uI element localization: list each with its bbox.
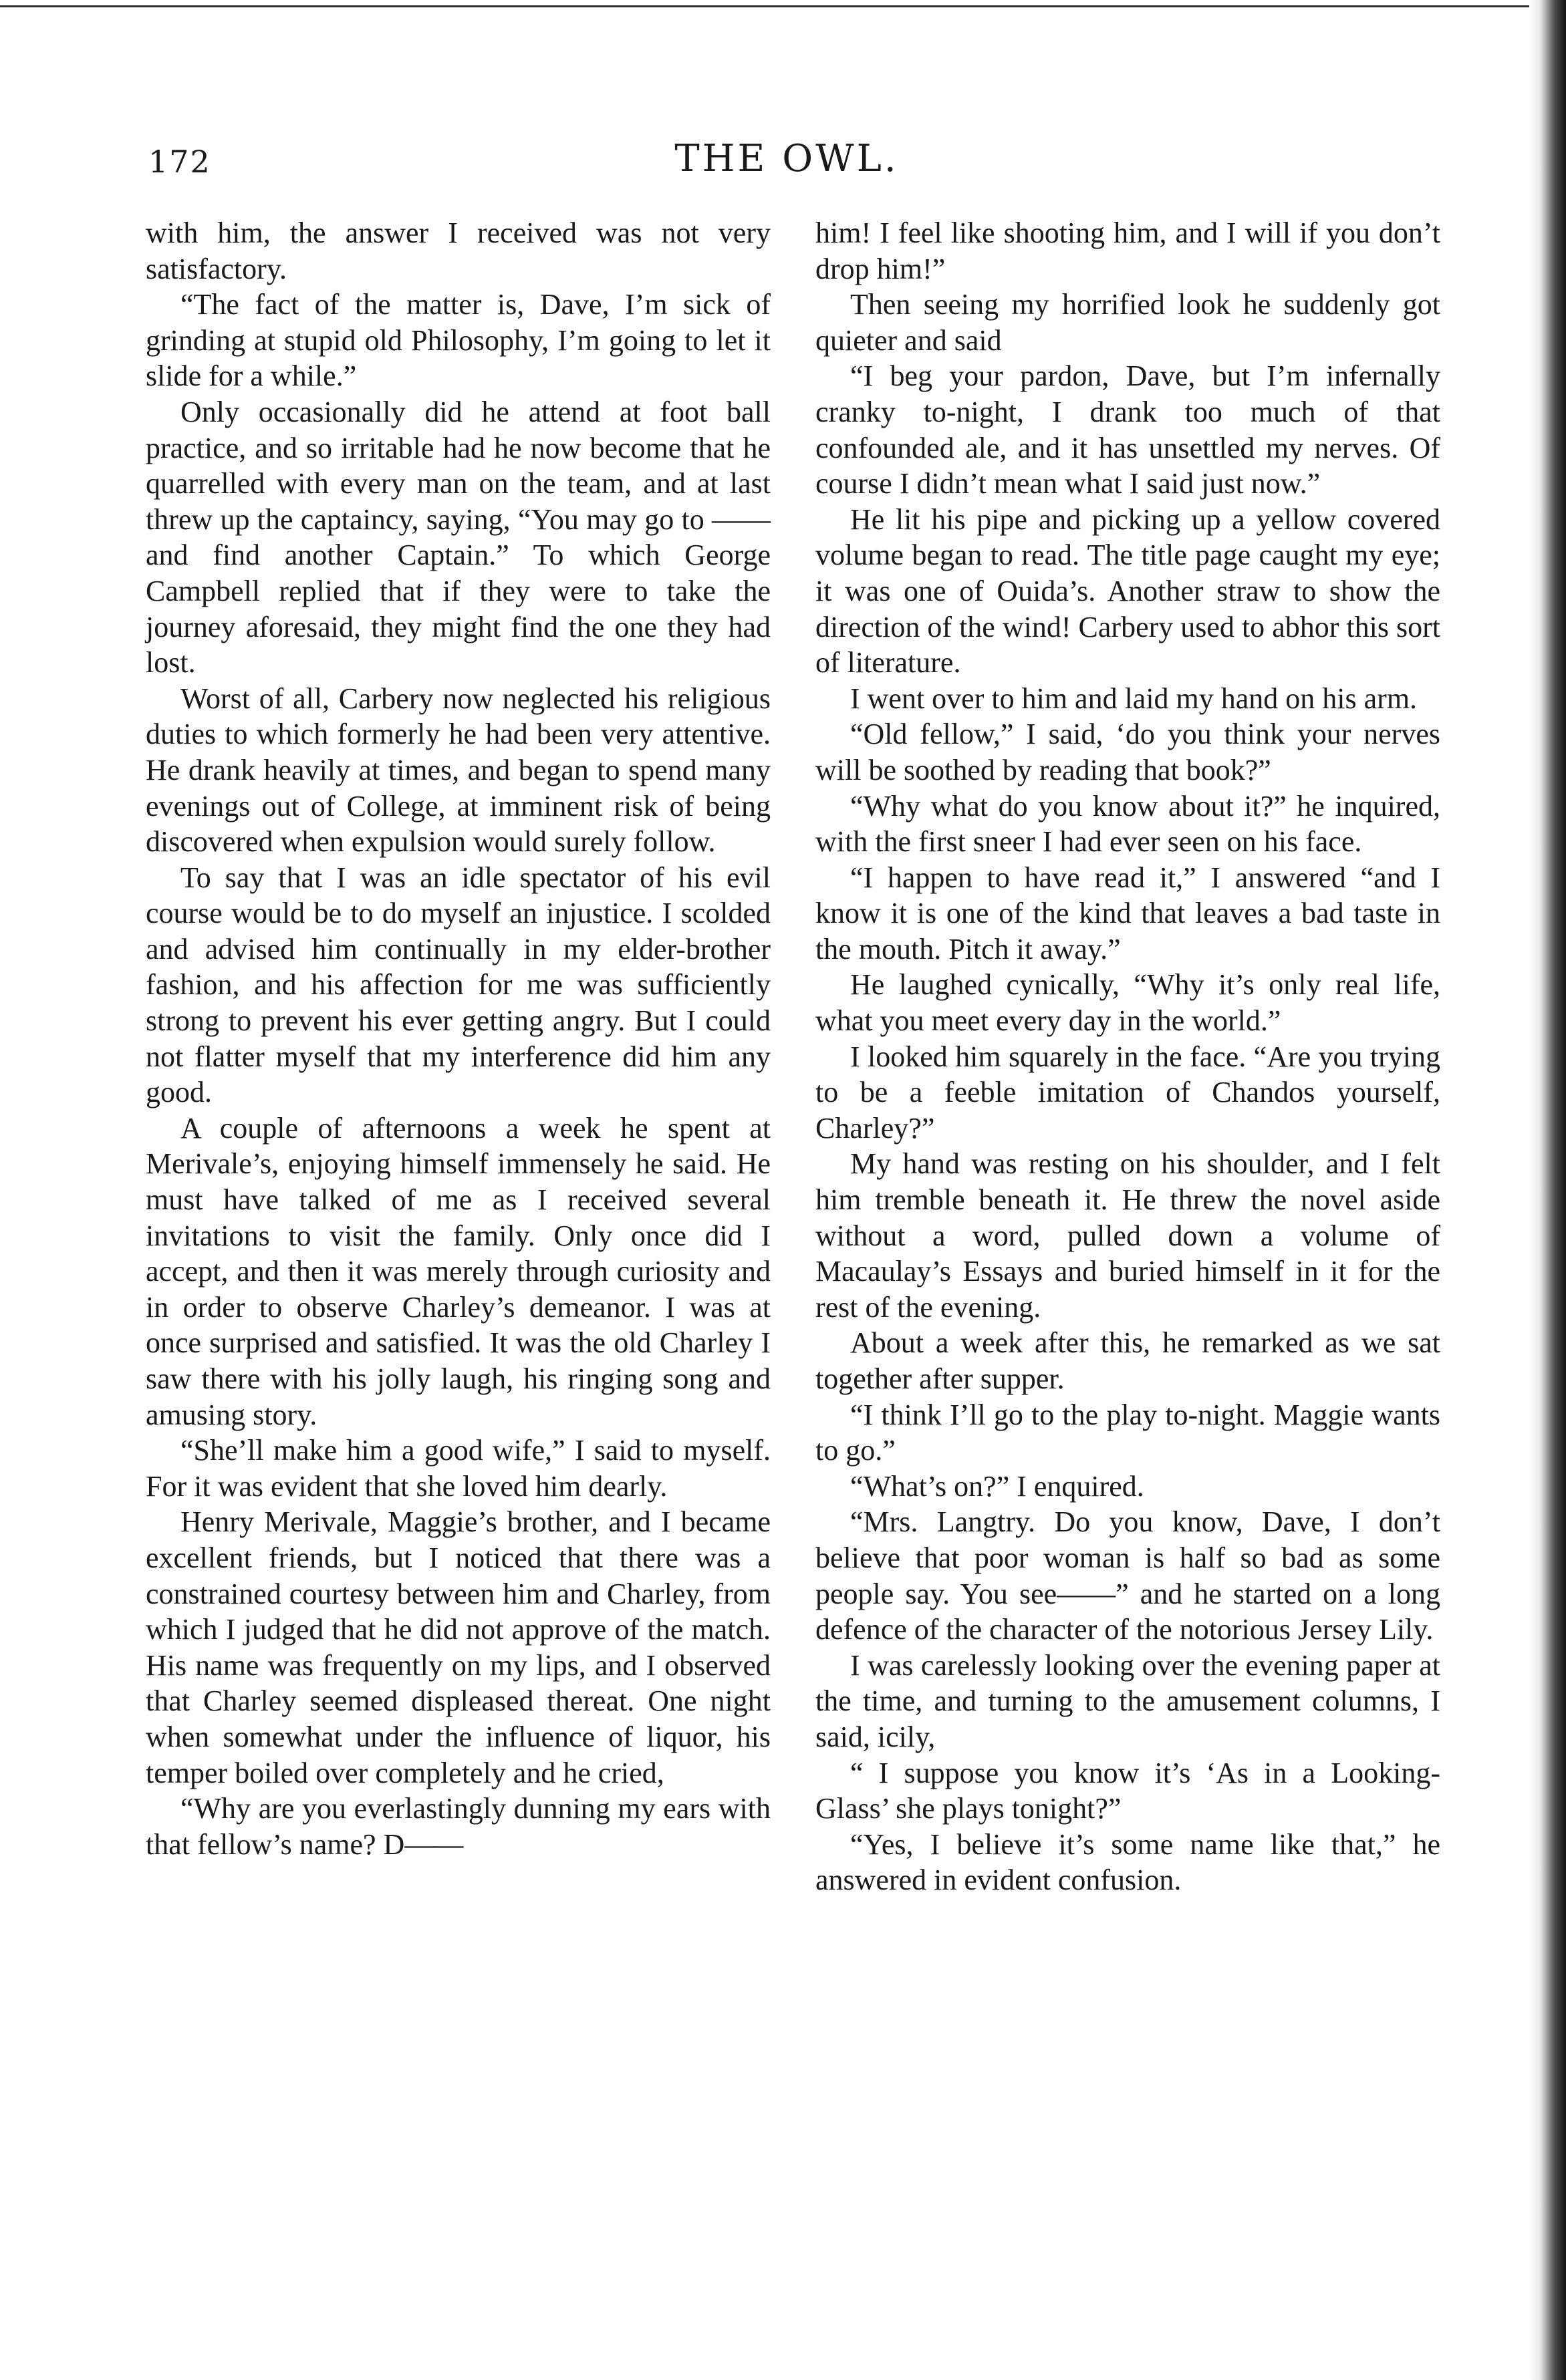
paragraph: “She’ll make him a good wife,” I said to myself. For it was evident that she loved him dearly. bbox=[146, 1434, 771, 1503]
paragraph: Then seeing my horrified look he suddenly got quieter and said bbox=[815, 288, 1440, 357]
paragraph: A couple of afternoons a week he spent at Merivale’s, enjoying himself immensely he said. He must have talked of me as I received several invitations to visit the family. Only once did I accept, and then it was merely through curiosity and in order to observe Charley’s demeanor. I was at once surprised and satisfied. It was the old Charley I saw there with his jolly laugh, his ringing song and amusing story. bbox=[146, 1111, 771, 1431]
paragraph: him! I feel like shooting him, and I will if you don’t drop him!” bbox=[815, 216, 1440, 285]
paragraph: Only occasionally did he attend at foot ball practice, and so irritable had he now become that he quarrelled with every man on the team, and at last threw up the captaincy, saying, “You may go to —— and find another Captain.” To which George Campbell replied that if they were to take the journey aforesaid, they might find the one they had lost. bbox=[146, 395, 771, 680]
paragraph: with him, the answer I received was not very satisfactory. bbox=[146, 216, 771, 285]
binding-shadow bbox=[1529, 0, 1566, 2380]
paragraph: “The fact of the matter is, Dave, I’m sick of grinding at stupid old Philosophy, I’m going to let it slide for a while.” bbox=[146, 288, 771, 393]
paragraph: My hand was resting on his shoulder, and I felt him tremble beneath it. He threw the novel aside without a word, pulled down a volume of Macaulay’s Essays and buried himself in it for the rest of the evening. bbox=[815, 1147, 1440, 1324]
paragraph: “Why what do you know about it?” he inquired, with the first sneer I had ever seen on his face. bbox=[815, 789, 1440, 859]
paragraph: I went over to him and laid my hand on his arm. bbox=[850, 682, 1418, 715]
right-column bbox=[815, 215, 1440, 1898]
left-column bbox=[146, 215, 771, 1862]
top-rule bbox=[0, 5, 1566, 7]
paragraph: I looked him squarely in the face. “Are you trying to be a feeble imitation of Chandos yourself, Charley?” bbox=[815, 1040, 1440, 1145]
paragraph: “I beg your pardon, Dave, but I’m infernally cranky to-night, I drank too much of that confounded ale, and it has unsettled my nerves. Of course I didn’t mean what I said just now.” bbox=[815, 359, 1440, 500]
paragraph: Henry Merivale, Maggie’s brother, and I became excellent friends, but I noticed that there was a constrained courtesy between him and Charley, from which I judged that he did not approve of the match. His name was frequently on my lips, and I observed that Charley seemed displeased thereat. One night when somewhat under the influence of liquor, his temper boiled over completely and he cried, bbox=[146, 1505, 771, 1789]
page-number: 172 bbox=[148, 144, 211, 180]
paragraph: “Mrs. Langtry. Do you know, Dave, I don’t believe that poor woman is half so bad as some people say. You see——” and he started on a long defence of the character of the notorious Jersey Lily. bbox=[815, 1505, 1440, 1646]
paragraph: “I happen to have read it,” I answered “and I know it is one of the kind that leaves a bad taste in the mouth. Pitch it away.” bbox=[815, 861, 1440, 965]
page-header bbox=[148, 137, 1425, 190]
paragraph: I was carelessly looking over the evening paper at the time, and turning to the amusement columns, I said, icily, bbox=[815, 1648, 1440, 1753]
paragraph: About a week after this, he remarked as we sat together after supper. bbox=[815, 1326, 1440, 1395]
paragraph: He laughed cynically, “Why it’s only real life, what you meet every day in the world.” bbox=[815, 968, 1440, 1038]
paragraph: “Old fellow,” I said, ‘do you think your nerves will be soothed by reading that book?” bbox=[815, 718, 1440, 786]
running-title: THE OWL. bbox=[674, 137, 899, 180]
paragraph: He lit his pipe and picking up a yellow covered volume began to read. The title page caught my eye; it was one of Ouida’s. Another straw to show the direction of the wind! Carbery used to abhor this sort of literature. bbox=[815, 502, 1440, 680]
paragraph: “What’s on?” I enquired. bbox=[850, 1469, 1144, 1503]
paragraph: Worst of all, Carbery now neglected his religious duties to which formerly he had been very attentive. He drank heavily at times, and began to spend many evenings out of College, at imminent risk of being discovered when expulsion would surely follow. bbox=[146, 682, 771, 859]
paragraph: “Why are you everlastingly dunning my ears with that fellow’s name? D—— bbox=[146, 1792, 771, 1861]
paragraph: “Yes, I believe it’s some name like that,” he answered in evident confusion. bbox=[815, 1827, 1440, 1897]
paragraph: “ I suppose you know it’s ‘As in a Looking-Glass’ she plays tonight?” bbox=[815, 1756, 1440, 1825]
paragraph: “I think I’ll go to the play to-night. Maggie wants to go.” bbox=[815, 1398, 1440, 1467]
paragraph: To say that I was an idle spectator of his evil course would be to do myself an injustice. I scolded and advised him continually in my elder-brother fashion, and his affection for me was sufficiently strong to prevent his ever getting angry. But I could not flatter myself that my interference did him any good. bbox=[146, 861, 771, 1109]
